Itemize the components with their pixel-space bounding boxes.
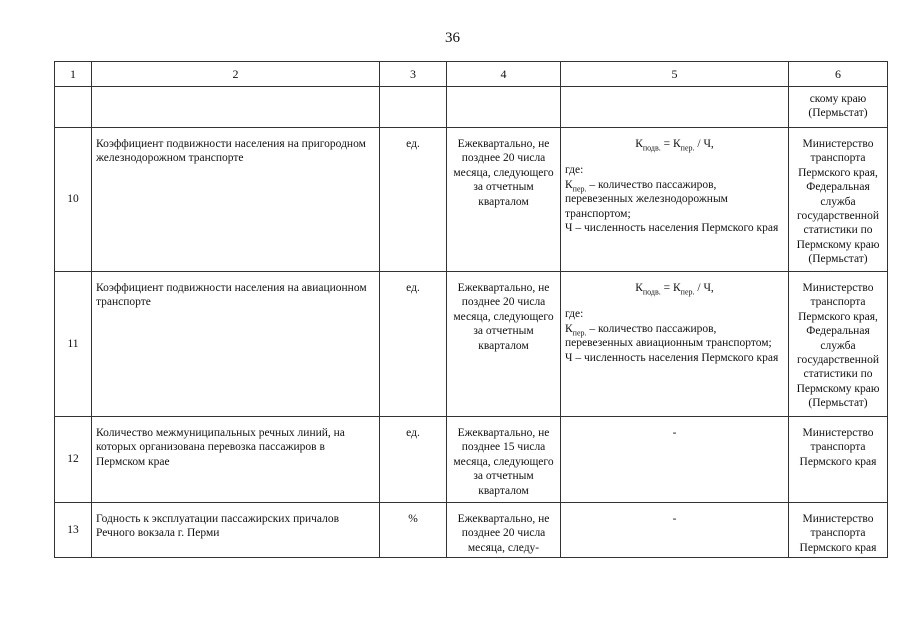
formula-cell: [561, 272, 789, 417]
row-number: 10: [55, 128, 92, 272]
column-header: 1: [55, 62, 92, 87]
indicator-name: Коэффициент подвижности населения на авиационном транспорте: [92, 272, 380, 417]
page-number: 36: [445, 30, 460, 46]
source-cell: скому краю (Пермьстат): [789, 87, 888, 128]
term-cell: Ежеквартально, не позднее 20 числа месяца, следующего за отчетным кварталом: [447, 272, 561, 417]
table-row: [55, 128, 888, 272]
source-cell: Министерство транспорта Пермского края, Федеральная служба государственной статистики по Пермскому краю (Пермьстат): [789, 128, 888, 272]
unit-cell: ед.: [380, 417, 447, 503]
where-label: где:: [565, 164, 584, 177]
column-header: 2: [92, 62, 380, 87]
definition-1: $К_{пер.}$ – количество пассажиров, перевезенных авиационным транспортом;: [565, 322, 772, 350]
indicator-name: Коэффициент подвижности населения на пригородном железнодорожном транспорте: [92, 128, 380, 272]
column-header: 4: [447, 62, 561, 87]
row-number: 13: [55, 503, 92, 558]
row-number: 12: [55, 417, 92, 503]
empty-formula: -: [672, 427, 677, 439]
term-cell: Ежеквартально, не позднее 15 числа месяца, следующего за отчетным кварталом: [447, 417, 561, 503]
unit-cell: %: [380, 503, 447, 558]
table-row: [55, 272, 888, 417]
definition-2: Ч – численность населения Пермского края: [565, 222, 779, 235]
unit-cell: ед.: [380, 128, 447, 272]
indicators-table: [54, 61, 888, 558]
indicator-name: Годность к эксплуатации пассажирских причалов Речного вокзала г. Перми: [92, 503, 380, 558]
table-row-continuation: [55, 87, 888, 128]
formula-line: $К_{подв.} = К_{пер.} / Ч$,: [635, 138, 714, 153]
term-cell: Ежеквартально, не позднее 20 числа месяца, следу-: [447, 503, 561, 558]
formula-line: $К_{подв.} = К_{пер.} / Ч$,: [635, 282, 714, 297]
formula-cell: [561, 503, 789, 558]
term-cell: Ежеквартально, не позднее 20 числа месяца, следующего за отчетным кварталом: [447, 128, 561, 272]
table-row: [55, 417, 888, 503]
row-number: 11: [55, 272, 92, 417]
formula-cell: [561, 128, 789, 272]
formula-cell: [561, 417, 789, 503]
source-cell: Министерство транспорта Пермского края: [789, 417, 888, 503]
where-label: где:: [565, 308, 584, 321]
column-header: 5: [561, 62, 789, 87]
unit-cell: ед.: [380, 272, 447, 417]
column-header: 6: [789, 62, 888, 87]
definition-2: Ч – численность населения Пермского края: [565, 351, 779, 364]
definition-1: $К_{пер.}$ – количество пассажиров, перевезенных железнодорожным транспортом;: [565, 178, 728, 220]
source-cell: Министерство транспорта Пермского края, Федеральная служба государственной статистики по Пермскому краю (Пермьстат): [789, 272, 888, 417]
table-row: [55, 503, 888, 558]
column-header: 3: [380, 62, 447, 87]
empty-formula: -: [672, 513, 677, 525]
source-cell: Министерство транспорта Пермского края: [789, 503, 888, 558]
table-header-row: [55, 62, 888, 87]
indicator-name: Количество межмуниципальных речных линий, на которых организована перевозка пассажиров в Пермском крае: [92, 417, 380, 503]
